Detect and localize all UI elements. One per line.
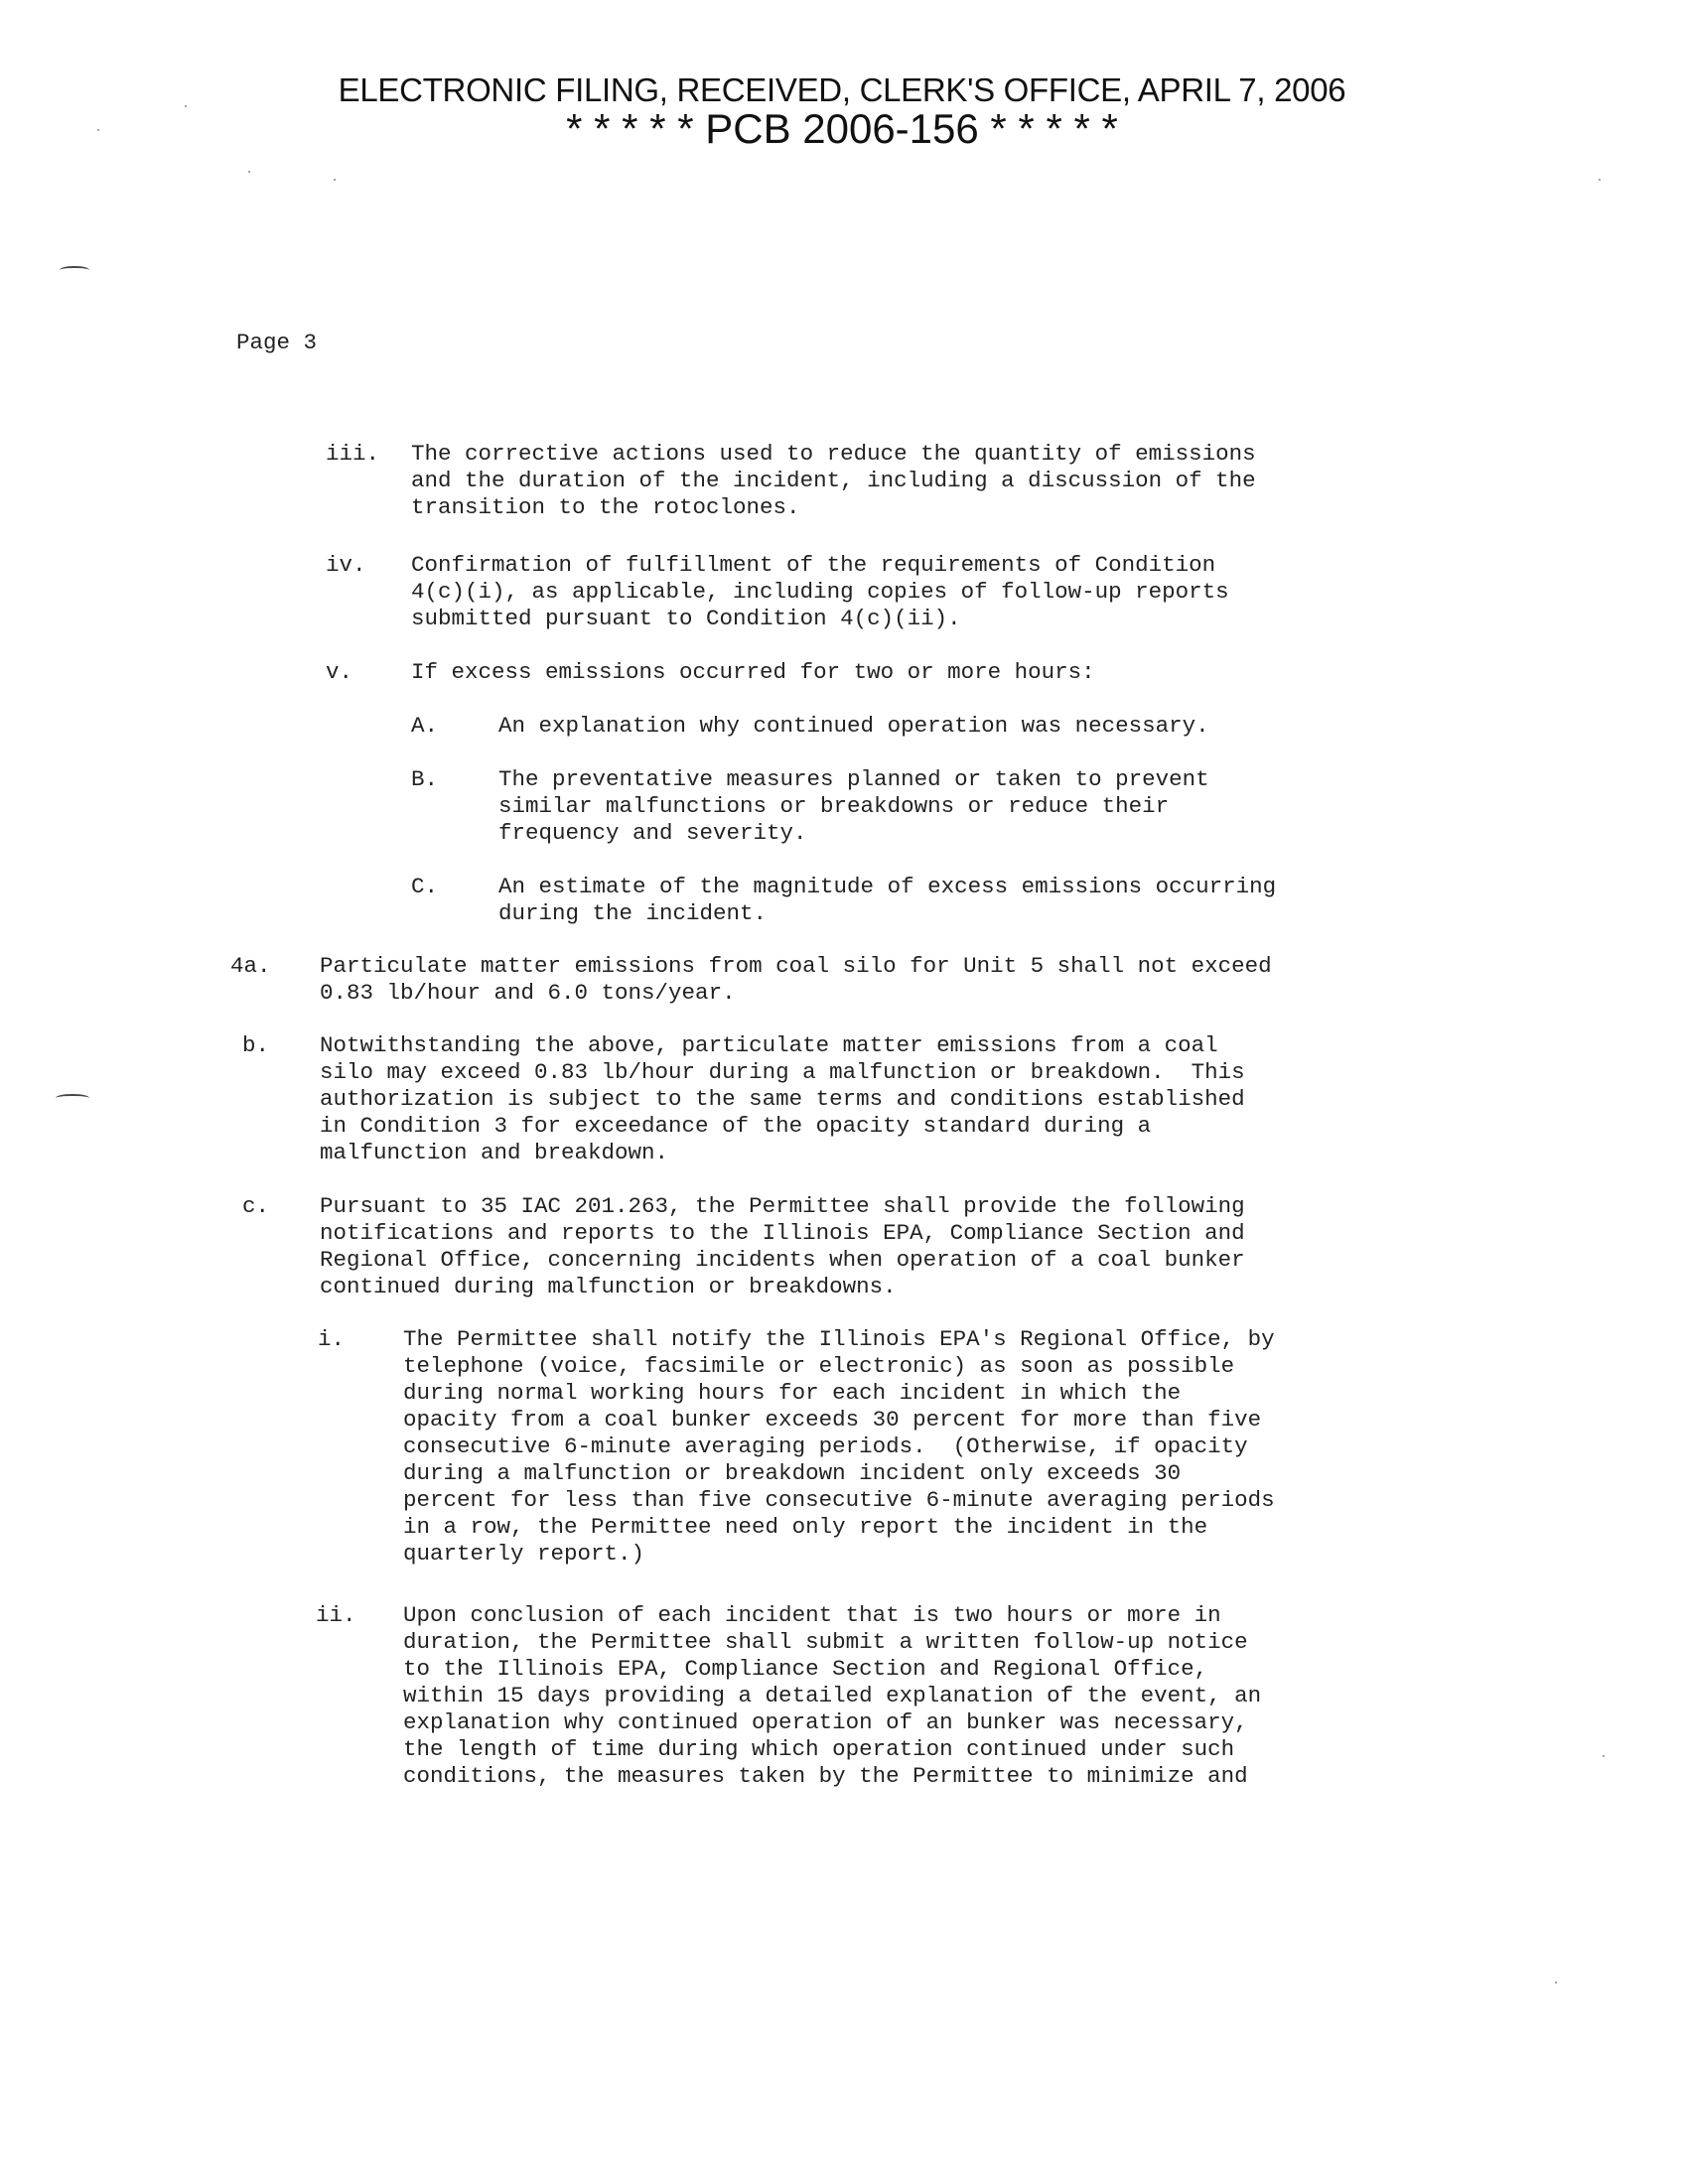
item-line: the length of time during which operation continued under such (403, 1736, 1235, 1762)
scan-mark (60, 266, 89, 274)
item-line: If excess emissions occurred for two or more hours: (411, 659, 1095, 685)
item-line: The corrective actions used to reduce the quantity of emissions (411, 441, 1256, 467)
scan-speck (1603, 1755, 1605, 1757)
item-line: and the duration of the incident, including a discussion of the (411, 468, 1256, 493)
scan-speck (185, 105, 187, 107)
item-line: in Condition 3 for exceedance of the opacity standard during a (320, 1113, 1152, 1139)
item-line: telephone (voice, facsimile or electronic) as soon as possible (403, 1353, 1235, 1379)
scan-speck (248, 171, 250, 173)
filing-stamp-line: ELECTRONIC FILING, RECEIVED, CLERK'S OFFICE, APRIL 7, 2006 (338, 71, 1346, 108)
item-line: percent for less than five consecutive 6-minute averaging periods (403, 1487, 1275, 1513)
item-line: continued during malfunction or breakdowns. (320, 1274, 897, 1299)
item-marker: 4a. (230, 953, 271, 979)
item-line: 0.83 lb/hour and 6.0 tons/year. (320, 980, 736, 1006)
item-line: consecutive 6-minute averaging periods. (Otherwise, if opacity (403, 1433, 1248, 1459)
item-line: Confirmation of fulfillment of the requirements of Condition (411, 552, 1216, 578)
item-line: explanation why continued operation of an bunker was necessary, (403, 1709, 1248, 1735)
item-line: An estimate of the magnitude of excess emissions occurring (498, 874, 1277, 899)
item-line: in a row, the Permittee need only report the incident in the (403, 1514, 1208, 1540)
scan-mark (56, 1094, 89, 1102)
item-line: notifications and reports to the Illinois EPA, Compliance Section and (320, 1220, 1245, 1246)
item-marker: v. (326, 659, 353, 685)
page-number: Page 3 (236, 330, 318, 355)
item-marker: C. (411, 874, 439, 899)
item-marker: A. (411, 713, 439, 739)
item-line: to the Illinois EPA, Compliance Section and Regional Office, (403, 1656, 1208, 1682)
item-line: An explanation why continued operation was necessary. (498, 713, 1209, 739)
case-number-line: * * * * * PCB 2006-156 * * * * * (566, 105, 1118, 152)
item-line: transition to the rotoclones. (411, 494, 800, 520)
item-marker: b. (242, 1032, 270, 1058)
item-marker: iv. (326, 552, 366, 578)
scan-speck (1555, 1981, 1557, 1983)
item-line: Notwithstanding the above, particulate matter emissions from a coal (320, 1032, 1218, 1058)
item-line: frequency and severity. (498, 820, 807, 846)
item-line: authorization is subject to the same terms and conditions established (320, 1086, 1245, 1112)
item-line: Particulate matter emissions from coal silo for Unit 5 shall not exceed (320, 953, 1272, 979)
item-marker: iii. (326, 441, 380, 467)
item-line: during a malfunction or breakdown incident only exceeds 30 (403, 1460, 1182, 1486)
item-line: within 15 days providing a detailed explanation of the event, an (403, 1683, 1262, 1708)
item-line: duration, the Permittee shall submit a written follow-up notice (403, 1629, 1248, 1655)
item-line: Pursuant to 35 IAC 201.263, the Permittee shall provide the following (320, 1193, 1245, 1219)
item-line: Upon conclusion of each incident that is two hours or more in (403, 1602, 1221, 1628)
item-line: 4(c)(i), as applicable, including copies of follow-up reports (411, 579, 1229, 605)
item-line: opacity from a coal bunker exceeds 30 percent for more than five (403, 1407, 1262, 1433)
scan-speck (1599, 179, 1601, 181)
item-line: malfunction and breakdown. (320, 1140, 669, 1165)
item-line: Regional Office, concerning incidents when operation of a coal bunker (320, 1247, 1245, 1273)
item-line: conditions, the measures taken by the Permittee to minimize and (403, 1763, 1248, 1789)
item-line: similar malfunctions or breakdowns or reduce their (498, 793, 1170, 819)
item-line: during normal working hours for each incident in which the (403, 1380, 1182, 1406)
item-line: quarterly report.) (403, 1541, 645, 1567)
item-marker: c. (242, 1193, 270, 1219)
item-marker: i. (318, 1326, 346, 1352)
item-line: silo may exceed 0.83 lb/hour during a malfunction or breakdown. This (320, 1059, 1245, 1085)
scan-speck (97, 129, 99, 131)
item-line: submitted pursuant to Condition 4(c)(ii). (411, 606, 961, 631)
item-line: during the incident. (498, 900, 768, 926)
item-marker: B. (411, 766, 439, 792)
item-line: The preventative measures planned or taken to prevent (498, 766, 1209, 792)
scan-speck (334, 179, 336, 181)
item-marker: ii. (316, 1602, 356, 1628)
item-line: The Permittee shall notify the Illinois EPA's Regional Office, by (403, 1326, 1275, 1352)
